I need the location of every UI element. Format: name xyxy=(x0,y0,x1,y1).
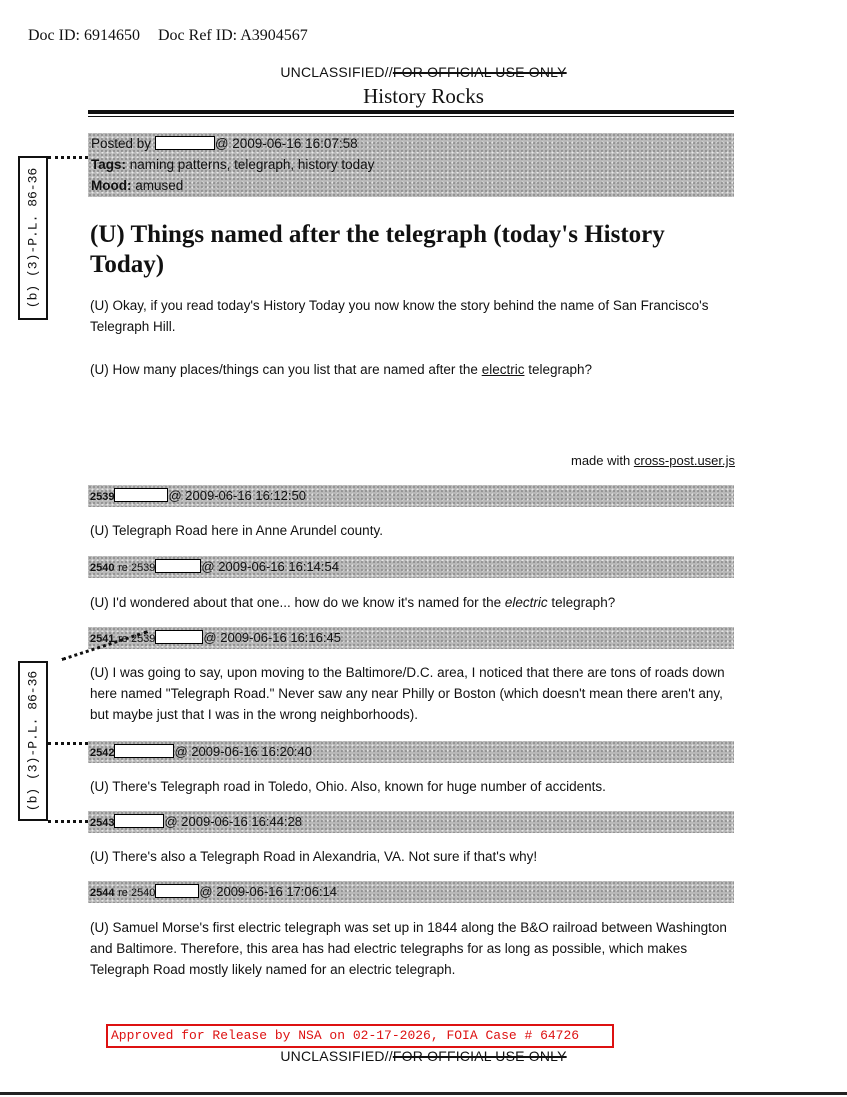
comment-time: @ 2009-06-16 16:12:50 xyxy=(168,488,307,503)
classification-top xyxy=(0,64,847,80)
redaction-box xyxy=(114,814,164,828)
exemption-stamp xyxy=(18,156,48,320)
comment-text: (U) Telegraph Road here in Anne Arundel county. xyxy=(90,523,383,538)
made-with-label: made with xyxy=(571,453,631,468)
redaction-box xyxy=(155,559,201,573)
comment-number: 2539 xyxy=(90,491,115,503)
posted-at: @ 2009-06-16 16:07:58 xyxy=(214,136,358,151)
page-title: History Rocks xyxy=(363,84,484,108)
comment-number: 2544 xyxy=(90,887,115,899)
comment-reply-to: re 2539 xyxy=(118,633,156,645)
comment-time: @ 2009-06-16 16:20:40 xyxy=(174,744,313,759)
doc-ref-id: Doc Ref ID: A3904567 xyxy=(157,27,308,44)
mood-value: amused xyxy=(135,178,184,193)
stamp-leader-dots xyxy=(48,156,88,159)
cross-post-link[interactable]: cross-post.user.js xyxy=(633,453,736,468)
exemption-stamp-text: (b) (3)-P.L. 86-36 xyxy=(25,167,41,309)
exemption-stamp-text: (b) (3)-P.L. 86-36 xyxy=(25,670,41,812)
exemption-stamp xyxy=(18,661,48,821)
comment-time: @ 2009-06-16 16:16:45 xyxy=(203,630,341,645)
comment-time: @ 2009-06-16 16:14:54 xyxy=(201,559,339,574)
comment-number: 2542 xyxy=(90,747,115,759)
comment-number: 2540 xyxy=(90,562,115,574)
electric-link[interactable]: electric xyxy=(481,362,525,377)
tags-label: Tags: xyxy=(91,157,127,172)
comment-text: (U) There's Telegraph road in Toledo, Ohio. Also, known for huge number of accidents. xyxy=(90,779,606,794)
comment-time: @ 2009-06-16 17:06:14 xyxy=(199,884,337,899)
classification-struck: FOR OFFICIAL USE ONLY xyxy=(392,1048,567,1064)
release-stamp: Approved for Release by NSA on 02-17-2026, FOIA Case # 64726 xyxy=(106,1024,614,1048)
posted-by-label: Posted by xyxy=(91,136,152,151)
doc-id-line xyxy=(28,27,308,45)
comment-number: 2541 xyxy=(90,633,115,645)
post-paragraph-2 xyxy=(90,359,730,380)
comment-text: (U) There's also a Telegraph Road in Alexandria, VA. Not sure if that's why! xyxy=(90,849,538,864)
title-rule-thin xyxy=(88,116,734,117)
comment-header xyxy=(88,811,734,833)
comment-header xyxy=(88,881,734,903)
redaction-box xyxy=(155,630,203,644)
title-rule xyxy=(88,110,734,114)
comment-text: (U) Samuel Morse's first electric telegraph was set up in 1844 along the B&O railroad between Washington and Baltimore. Therefore, this area has had electric telegraphs for as long as possible, which makes Telegraph Road mostly likely named for an electric telegraph. xyxy=(90,920,727,977)
comment-time: @ 2009-06-16 16:44:28 xyxy=(164,814,303,829)
mood-label: Mood: xyxy=(91,178,132,193)
classification-bottom xyxy=(0,1048,847,1064)
page-bottom-rule xyxy=(0,1092,847,1095)
mood-line xyxy=(91,175,734,196)
p2-text-end: telegraph? xyxy=(524,362,593,377)
posted-by-line xyxy=(91,133,734,154)
redaction-box xyxy=(114,488,168,502)
redaction-box xyxy=(155,136,215,150)
tags-value: naming patterns, telegraph, history today xyxy=(129,157,375,172)
stamp-leader-dots xyxy=(48,820,88,823)
classification-struck: FOR OFFICIAL USE ONLY xyxy=(392,64,567,80)
comment-header xyxy=(88,556,734,578)
stamp-leader-dots xyxy=(48,742,88,745)
redaction-box xyxy=(155,884,199,898)
classification-label: UNCLASSIFIED// xyxy=(280,64,393,80)
comment-text-emphasis: electric xyxy=(504,595,548,610)
comment-header xyxy=(88,485,734,507)
comment-header xyxy=(88,627,734,649)
p2-text: (U) How many places/things can you list that are named after the xyxy=(90,362,482,377)
made-with-line xyxy=(571,453,735,468)
comment-header xyxy=(88,741,734,763)
comment-number: 2543 xyxy=(90,817,115,829)
post-paragraph-1: (U) Okay, if you read today's History Today you now know the story behind the name of San Francisco's Telegraph Hill. xyxy=(90,298,709,334)
comment-text: (U) I was going to say, upon moving to the Baltimore/D.C. area, I noticed that there are tons of roads down here named "Telegraph Road." Never saw any near Philly or Boston (which doesn't mean there aren't any, but maybe just that I was in the wrong neighborhoods). xyxy=(90,665,725,722)
comment-text xyxy=(90,592,730,613)
comment-text-part: (U) I'd wondered about that one... how do we know it's named for the xyxy=(90,595,505,610)
post-title: (U) Things named after the telegraph (today's History Today) xyxy=(90,221,665,278)
doc-id: Doc ID: 6914650 xyxy=(28,27,140,44)
post-meta-box xyxy=(88,133,734,197)
comment-reply-to: re 2540 xyxy=(118,887,156,899)
tags-line xyxy=(91,154,734,175)
redaction-box xyxy=(114,744,174,758)
comment-text-part: telegraph? xyxy=(547,595,616,610)
comment-reply-to: re 2539 xyxy=(118,562,156,574)
classification-label: UNCLASSIFIED// xyxy=(280,1048,393,1064)
